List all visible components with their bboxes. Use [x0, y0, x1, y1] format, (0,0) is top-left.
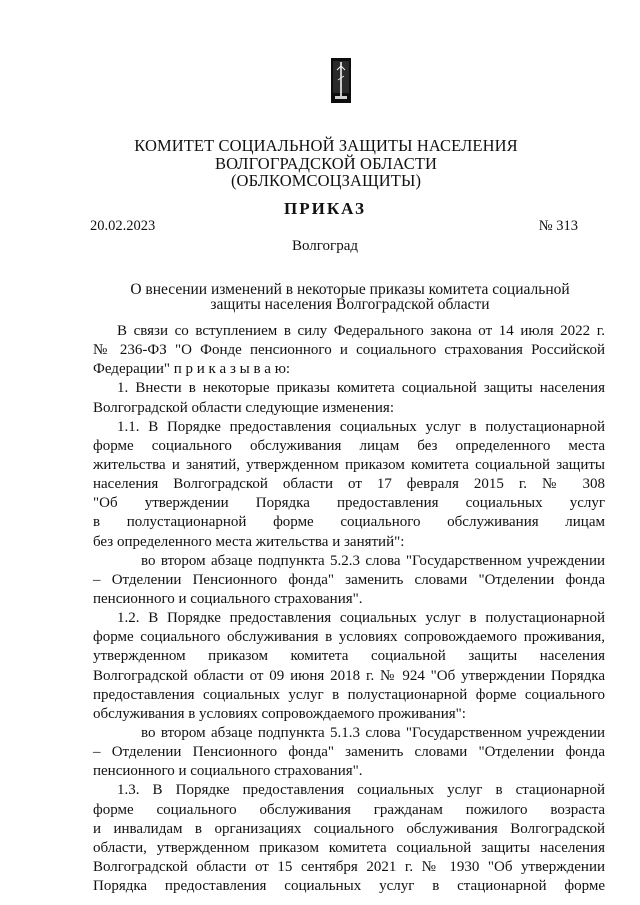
body-line: Волгоградской области от 09 июня 2018 г. № 924 "Об утверждении Порядка — [93, 667, 605, 684]
body-line: пенсионного и социального страхования". — [93, 763, 363, 780]
body-line: во втором абзаце подпункта 5.2.3 слова "Государственном учреждении — [141, 552, 605, 569]
body-line: 1.3. В Порядке предоставления социальных услуг в стационарной — [117, 782, 605, 799]
body-line: и инвалидам в организациях социального обслуживания Волгоградской — [93, 820, 605, 837]
body-line: Волгоградской области следующие изменения: — [93, 399, 394, 416]
body-line: – Отделении Пенсионного фонда" заменить словами "Отделении фонда — [93, 744, 605, 761]
subject-line-2: защиты населения Волгоградской области — [210, 296, 490, 313]
body-line: форме социального обслуживания лицам без определенного места — [93, 437, 605, 454]
body-line: форме социального обслуживания в условиях сопровождаемого проживания, — [93, 629, 605, 646]
body-line: предоставления социальных услуг в полустационарной форме социального — [93, 686, 605, 703]
document-city: Волгоград — [291, 238, 358, 254]
body-line: во втором абзаце подпункта 5.1.3 слова "Государственном учреждении — [141, 724, 605, 741]
body-line: утвержденном приказом комитета социальной защиты населения — [93, 648, 605, 665]
body-line: 1. Внести в некоторые приказы комитета социальной защиты населения — [117, 380, 605, 397]
body-line: В связи со вступлением в силу Федерального закона от 14 июля 2022 г. — [117, 323, 605, 339]
body-line: области, утвержденном приказом комитета социальной защиты населения — [93, 839, 605, 856]
document-date: 20.02.2023 — [90, 218, 156, 234]
body-line: населения Волгоградской области от 17 февраля 2015 г. № 308 — [93, 476, 605, 493]
document-number: № 313 — [538, 218, 578, 234]
document-type: ПРИКАЗ — [284, 199, 366, 218]
document-body — [93, 322, 605, 896]
body-line: жительства и занятий, утвержденном приказом комитета социальной защиты — [93, 456, 605, 473]
body-line: № 236-ФЗ "О Фонде пенсионного и социального страхования Российской — [93, 342, 605, 359]
body-line: в полустационарной форме социального обслуживания лицам — [93, 514, 605, 531]
org-name-line-1: КОМИТЕТ СОЦИАЛЬНОЙ ЗАЩИТЫ НАСЕЛЕНИЯ — [134, 136, 518, 155]
subject-line-1: О внесении изменений в некоторые приказы комитета социальной — [130, 281, 570, 298]
body-line: 1.2. В Порядке предоставления социальных услуг в полустационарной — [117, 610, 605, 627]
body-line: пенсионного и социального страхования". — [93, 590, 363, 607]
regional-coat-of-arms-icon — [331, 58, 351, 103]
body-line: Волгоградской области от 15 сентября 2021 г. № 1930 "Об утверждении — [93, 858, 605, 875]
body-line: "Об утверждении Порядка предоставления социальных услуг — [93, 495, 605, 512]
body-line: – Отделении Пенсионного фонда" заменить словами "Отделении фонда — [93, 571, 605, 588]
body-line: без определенного места жительства и занятий": — [93, 533, 405, 550]
body-line: форме социального обслуживания гражданам пожилого возраста — [93, 801, 605, 818]
org-name-line-3: (ОБЛКОМСОЦЗАЩИТЫ) — [230, 171, 422, 190]
body-line: 1.1. В Порядке предоставления социальных услуг в полустационарной — [117, 418, 605, 435]
body-line: Порядка предоставления социальных услуг в стационарной форме — [93, 878, 605, 895]
body-line: Федерации" п р и к а з ы в а ю: — [93, 361, 291, 378]
org-name-line-2: ВОЛГОГРАДСКОЙ ОБЛАСТИ — [214, 154, 438, 173]
body-line: обслуживания в условиях сопровождаемого проживания": — [93, 705, 466, 722]
